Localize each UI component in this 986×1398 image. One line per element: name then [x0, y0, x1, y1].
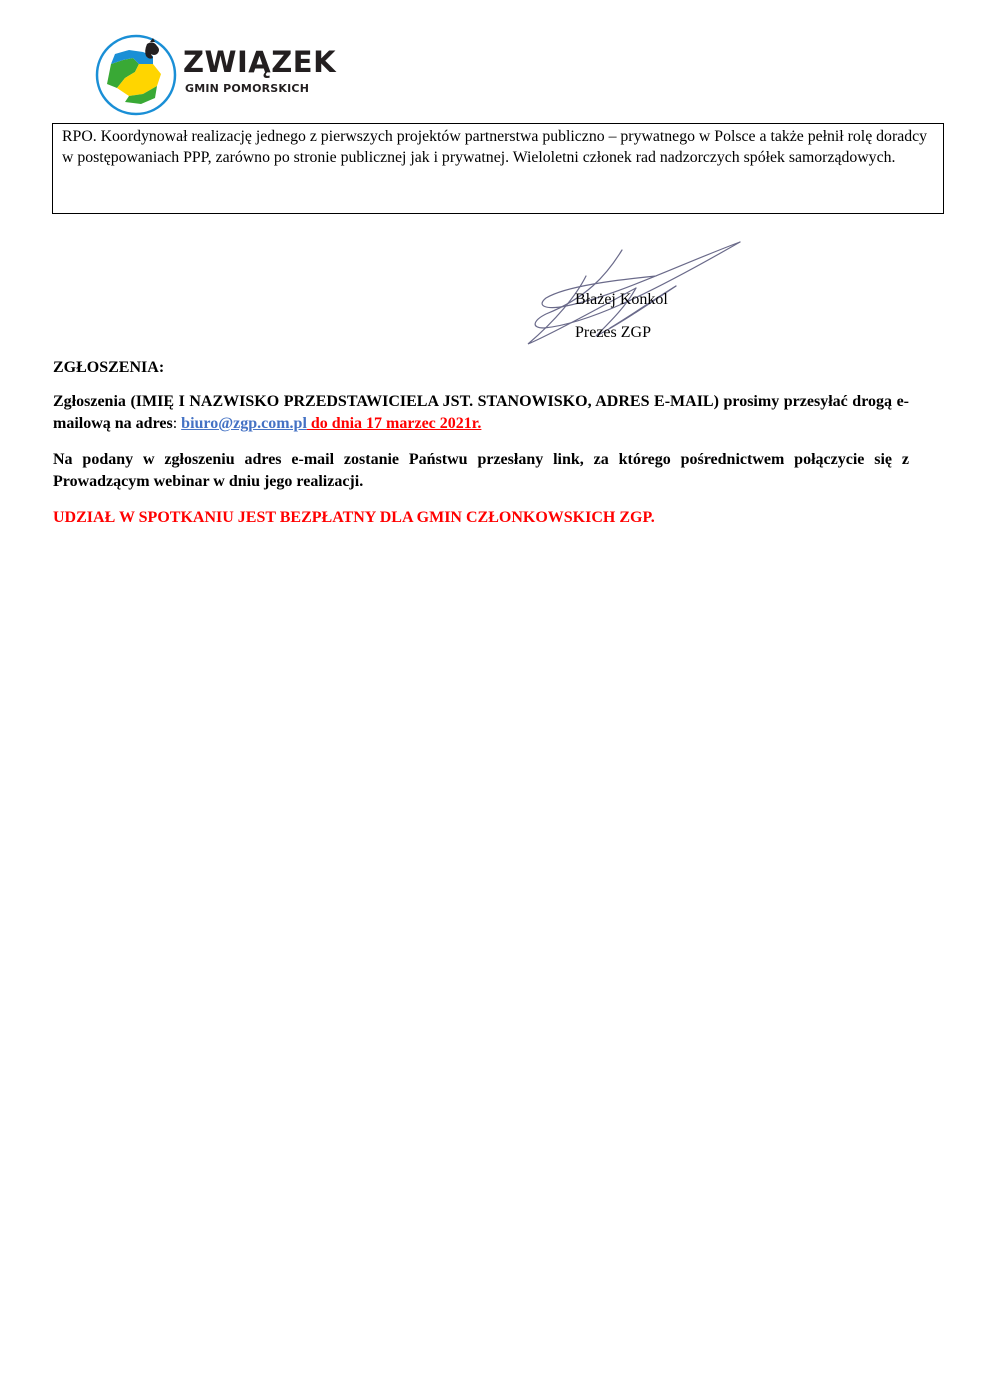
bio-box — [52, 123, 944, 214]
deadline-text: do dnia 17 marzec 2021r. — [306, 415, 482, 432]
signatory-name: Błażej Konkol — [575, 291, 668, 308]
logo-title: ZWIĄZEK — [183, 45, 337, 79]
free-participation-notice: UDZIAŁ W SPOTKANIU JEST BEZPŁATNY DLA GMIN CZŁONKOWSKICH ZGP. — [53, 509, 655, 526]
pomerania-map-icon — [95, 34, 177, 116]
link-info-paragraph: Na podany w zgłoszeniu adres e-mail zostanie Państwu przesłany link, za którego pośrednictwem połączycie się z Prowadzącym webinar w dniu jego realizacji. — [53, 451, 909, 490]
registration-instructions — [53, 391, 909, 435]
instructions-colon: : — [172, 415, 182, 432]
bio-text: RPO. Koordynował realizację jednego z pierwszych projektów partnerstwa publiczno – prywatnego w Polsce a także pełnił rolę doradcy w postępowaniach PPP, zarówno po stronie publicznej jak i prywatnej. Wieloletni członek rad nadzorczych spółek samorządowych. — [62, 128, 928, 166]
signatory-role: Prezes ZGP — [575, 324, 651, 341]
logo-subtitle: GMIN POMORSKICH — [185, 82, 310, 95]
logo — [95, 34, 337, 116]
section-heading: ZGŁOSZENIA: — [53, 359, 165, 376]
instructions-text: Zgłoszenia (IMIĘ I NAZWISKO PRZEDSTAWICIELA JST. STANOWISKO, ADRES E-MAIL) prosimy przesyłać drogą e-mailową na adres — [53, 393, 909, 432]
email-link[interactable]: biuro@zgp.com.pl — [181, 415, 307, 432]
